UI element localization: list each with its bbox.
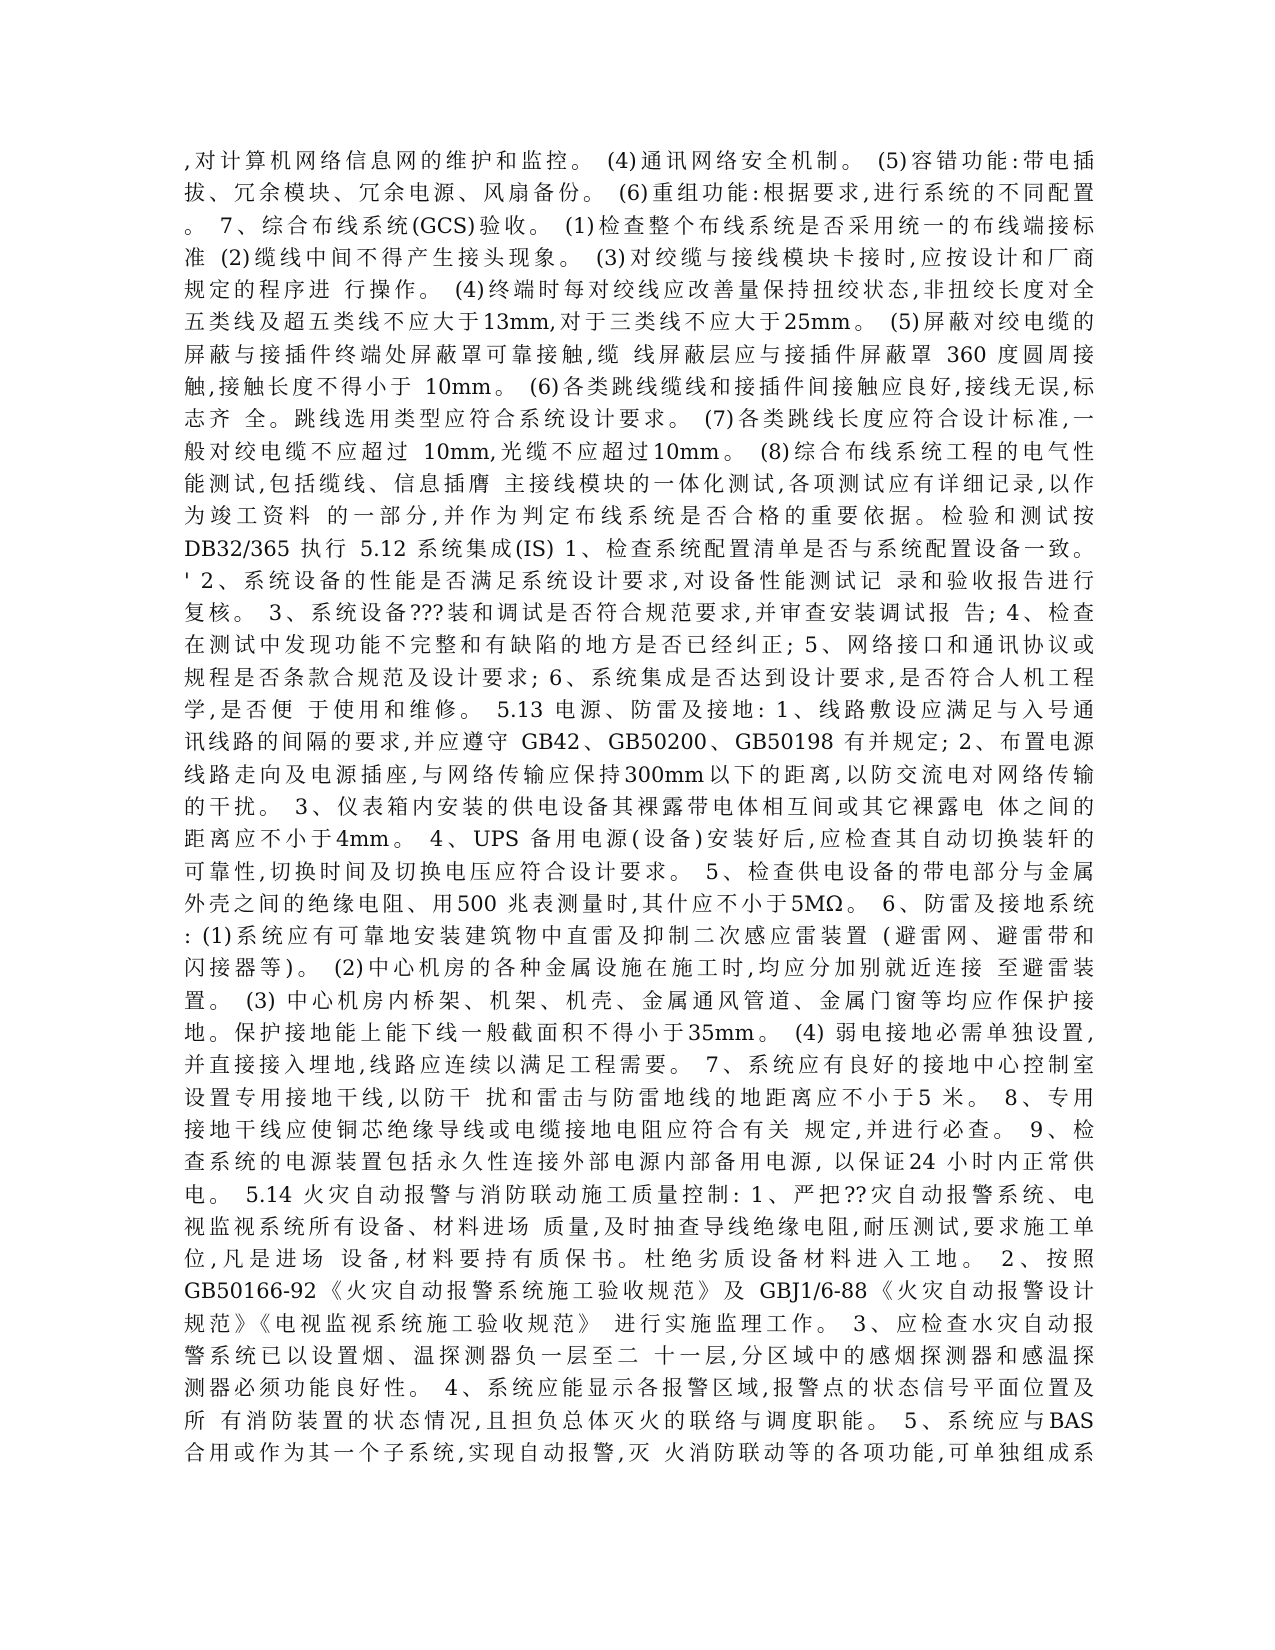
text-line: 规定的程序进 行操作。 (4)终端时每对绞线应改善量保持扭绞状态,非扭绞长度对全 [184,278,1094,303]
text-line: GB50166-92《火灾自动报警系统施工验收规范》及 GBJ1/6-88《火灾自动报警设计 [184,1279,1094,1304]
text-line: 在测试中发现功能不完整和有缺陷的地方是否已经纠正; 5、网络接口和通讯协议或 [184,633,1094,658]
text-line: 能测试,包括缆线、信息插膺 主接线模块的一体化测试,各项测试应有详细记录,以作 [184,471,1094,496]
text-line: DB32/365 执行 5.12 系统集成(IS) 1、检查系统配置清单是否与系统配置设备一致。 [184,536,1094,561]
text-line: 视监视系统所有设备、材料进场 质量,及时抽查导线绝缘电阻,耐压测试,要求施工单 [184,1214,1094,1239]
text-line: 线路走向及电源插座,与网络传输应保持300mm以下的距离,以防交流电对网络传输 [184,762,1094,787]
text-line: 闪接器等)。 (2)中心机房的各种金属设施在施工时,均应分加别就近连接 至避雷装 [184,956,1094,981]
text-line: 警系统已以设置烟、温探测器负一层至二 十一层,分区域中的感烟探测器和感温探 [184,1343,1094,1368]
text-line: 合用或作为其一个子系统,实现自动报警,灭 火消防联动等的各项功能,可单独组成系 [184,1440,1094,1465]
text-line: 距离应不小于4mm。 4、UPS 备用电源(设备)安装好后,应检查其自动切换装轩的 [184,827,1094,852]
text-line: 般对绞电缆不应超过 10mm,光缆不应超过10mm。 (8)综合布线系统工程的电气性 [184,439,1094,464]
text-line: 外壳之间的绝缘电阻、用500 兆表测量时,其什应不小于5MΩ。 6、防雷及接地系统 [184,891,1094,916]
text-line: : (1)系统应有可靠地安装建筑物中直雷及抑制二次感应雷装置 (避雷网、避雷带和 [184,924,1094,949]
text-line: 接地干线应使铜芯绝缘导线或电缆接地电阻应符合有关 规定,并进行必查。 9、检 [184,1117,1094,1142]
text-line: 为竣工资料 的一部分,并作为判定布线系统是否合格的重要依据。检验和测试按 [184,504,1094,529]
text-line: 触,接触长度不得小于 10mm。 (6)各类跳线缆线和接插件间接触应良好,接线无误,标 [184,375,1094,400]
text-line: 五类线及超五类线不应大于13mm,对于三类线不应大于25mm。 (5)屏蔽对绞电缆的 [184,310,1094,335]
body-text [184,145,1094,1469]
text-line: 志齐 全。跳线选用类型应符合系统设计要求。 (7)各类跳线长度应符合设计标准,一 [184,407,1094,432]
text-line: 查系统的电源装置包括永久性连接外部电源内部备用电源, 以保证24 小时内正常供 [184,1150,1094,1175]
text-line: 拔、冗余模块、冗余电源、风扇备份。 (6)重组功能:根据要求,进行系统的不同配置 [184,181,1094,206]
text-line: 位,凡是进场 设备,材料要持有质保书。杜绝劣质设备材料进入工地。 2、按照 [184,1247,1094,1272]
text-line: ' 2、系统设备的性能是否满足系统设计要求,对设备性能测试记 录和验收报告进行 [184,568,1094,593]
text-line: 并直接接入埋地,线路应连续以满足工程需要。 7、系统应有良好的接地中心控制室 [184,1053,1094,1078]
text-line: 。 7、综合布线系统(GCS)验收。 (1)检查整个布线系统是否采用统一的布线端接标 [184,213,1094,238]
text-line: 准 (2)缆线中间不得产生接头现象。 (3)对绞缆与接线模块卡接时,应按设计和厂商 [184,245,1094,270]
text-line: 设置专用接地干线,以防干 扰和雷击与防雷地线的地距离应不小于5 米。 8、专用 [184,1085,1094,1110]
text-line: 复核。 3、系统设备???装和调试是否符合规范要求,并审查安装调试报 告; 4、检查 [184,601,1094,626]
text-line: ,对计算机网络信息网的维护和监控。 (4)通讯网络安全机制。 (5)容错功能:带电插 [184,149,1094,173]
text-line: 规程是否条款合规范及设计要求; 6、系统集成是否达到设计要求,是否符合人机工程 [184,665,1094,690]
text-line: 电。 5.14 火灾自动报警与消防联动施工质量控制: 1、严把??灾自动报警系统、电 [184,1182,1094,1207]
text-line: 规范》《电视监视系统施工验收规范》 进行实施监理工作。 3、应检查水灾自动报 [184,1311,1094,1336]
text-line: 所 有消防装置的状态情况,且担负总体灭火的联络与调度职能。 5、系统应与BAS [184,1408,1094,1433]
text-line: 置。 (3) 中心机房内桥架、机架、机壳、金属通风管道、金属门窗等均应作保护接 [184,988,1094,1013]
text-line: 讯线路的间隔的要求,并应遵守 GB42、GB50200、GB50198 有并规定; 2、布置电源 [184,730,1094,755]
text-line: 地。保护接地能上能下线一般截面积不得小于35mm。 (4) 弱电接地必需单独设置, [184,1021,1094,1046]
text-line: 可靠性,切换时间及切换电压应符合设计要求。 5、检查供电设备的带电部分与金属 [184,859,1094,884]
text-line: 的干扰。 3、仪表箱内安装的供电设备其裸露带电体相互间或其它裸露电 体之间的 [184,794,1094,819]
text-line: 学,是否便 于使用和维修。 5.13 电源、防雷及接地: 1、线路敷设应满足与入号通 [184,698,1094,723]
text-line: 测器必须功能良好性。 4、系统应能显示各报警区域,报警点的状态信号平面位置及 [184,1376,1094,1401]
text-line: 屏蔽与接插件终端处屏蔽罩可靠接触,缆 线屏蔽层应与接插件屏蔽罩 360 度圆周接 [184,342,1094,367]
